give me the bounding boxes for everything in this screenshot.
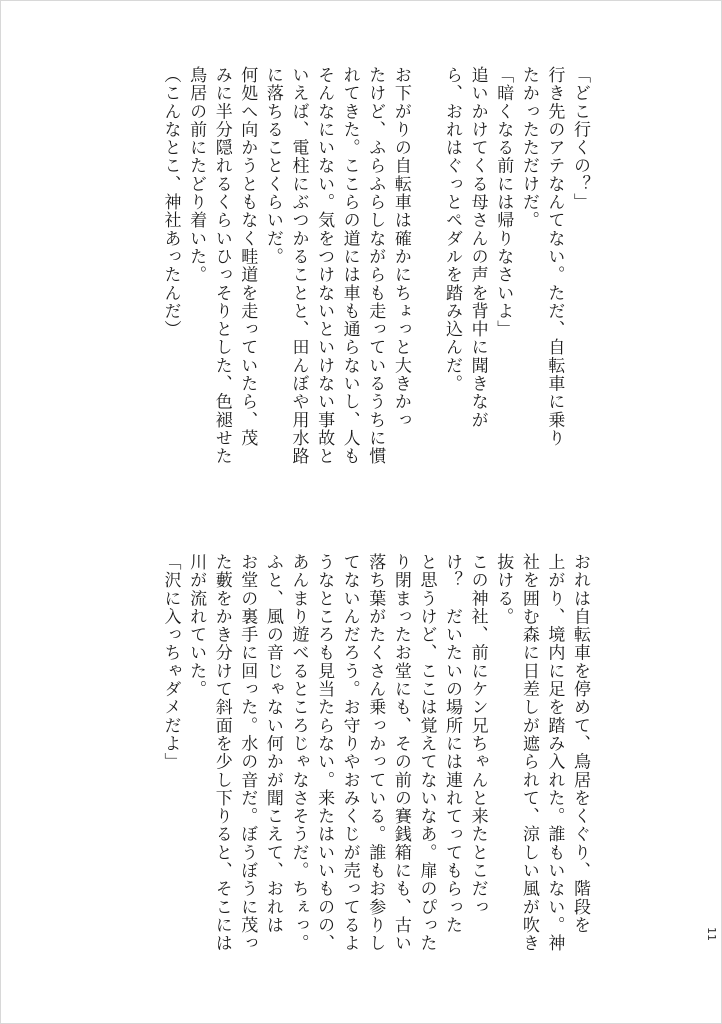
- text-line: おれは自転車を停めて、鳥居をくぐり、階段を: [570, 553, 590, 935]
- text-line: そんなにいない。気をつけないといけない事故と: [314, 66, 335, 466]
- text-line: お堂の裏手に回った。水の音だ。ぼうぼうに茂っ: [237, 553, 258, 953]
- text-line: 「どこ行くの？」: [570, 66, 590, 212]
- text-line: と思うけど、ここは覚えてないなあ。扉のぴった: [416, 553, 437, 953]
- text-line: 川が流れていた。: [186, 553, 207, 699]
- text-line: みに半分隠れるくらいひっそりとした、色褪せた: [211, 66, 232, 466]
- text-line: たけど、ふらふらしながらも走っているうちに慣: [365, 66, 386, 466]
- text-line: 行き先のアテなんてない。ただ、自転車に乗り: [544, 66, 565, 448]
- text-line: お下がりの自転車は確かにちょっと大きかっ: [390, 66, 411, 429]
- text-line: に落ちることくらいだ。: [262, 66, 283, 266]
- text-line: 上がり、境内に足を踏み入れた。誰もいない。神: [544, 553, 565, 953]
- text-line: この神社、前にケン兄ちゃんと来たとこだっ: [467, 553, 488, 916]
- text-line: 「暗くなる前には帰りなさいよ」: [493, 66, 514, 339]
- text-line: うなところも見当たらない。来たはいいものの、: [314, 553, 335, 953]
- text-line: り閉まったお堂にも、その前の賽銭箱にも、古い: [390, 553, 411, 953]
- text-line: ら、おれはぐっとペダルを踏み込んだ。: [442, 66, 463, 393]
- text-line: 「沢に入っちゃダメだよ」: [160, 553, 181, 771]
- text-line: 社を囲む森に日差しが遮られて、涼しい風が吹き: [518, 553, 539, 953]
- text-line: た藪をかき分けて斜面を少し下りると、そこには: [211, 553, 232, 953]
- text-line: 追いかけてくる母さんの声を背中に聞きなが: [467, 66, 488, 429]
- text-line: れてきた。ここらの道には車も通らないし、人も: [339, 66, 360, 466]
- text-line: （こんなとこ、神社あったんだ）: [160, 66, 181, 339]
- text-line: け？ だいたいの場所には連れてってもらった: [442, 553, 463, 935]
- text-line: 抜ける。: [493, 553, 514, 626]
- text-line: ふと、風の音じゃない何かが聞こえて、おれは: [262, 553, 283, 935]
- text-line: 鳥居の前にたどり着いた。: [186, 66, 207, 284]
- text-line: てないんだろう。お守りやおみくじが売ってるよ: [339, 553, 360, 953]
- upper-text-block: [157, 66, 592, 496]
- blank-line: [413, 66, 439, 496]
- text-line: 何処へ向かうともなく畦道を走っていたら、茂: [237, 66, 258, 448]
- text-line: たかったただけだ。: [518, 66, 539, 230]
- page-number: 11: [705, 927, 718, 941]
- text-line: あんまり遊べるところじゃなさそうだ。ちぇっ。: [288, 553, 309, 953]
- text-line: いえば、電柱にぶつかることと、田んぼや用水路: [288, 66, 309, 466]
- text-line: 落ち葉がたくさん乗っかっている。誰もお参りし: [365, 553, 386, 953]
- lower-text-block: [157, 553, 592, 983]
